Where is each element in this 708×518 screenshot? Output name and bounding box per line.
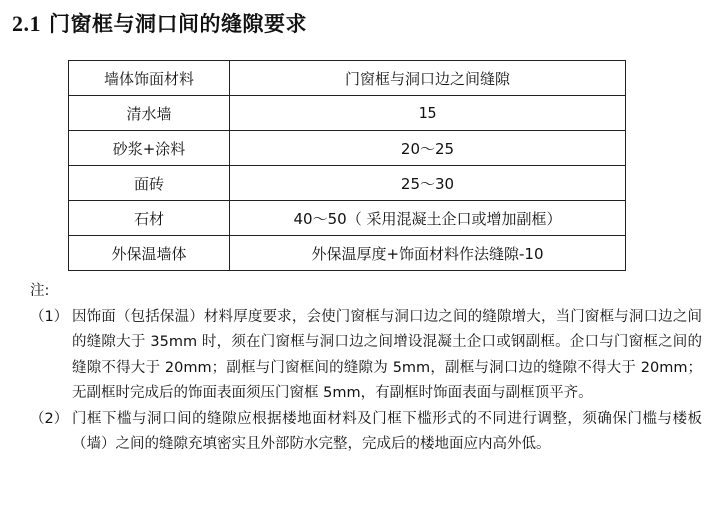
- table-row: [69, 201, 626, 236]
- note-item: [30, 407, 702, 458]
- notes-section: [30, 279, 702, 458]
- note-number: （2）: [30, 410, 69, 427]
- cell-material: 砂浆+涂料: [69, 131, 230, 166]
- cell-gap: 20～25: [230, 131, 626, 166]
- section-title: [12, 8, 307, 38]
- header-frame-opening-gap: 门窗框与洞口边之间缝隙: [230, 61, 626, 96]
- note-item: [30, 305, 702, 407]
- cell-gap: 25～30: [230, 166, 626, 201]
- note-text: 门框下槛与洞口间的缝隙应根据楼地面材料及门框下槛形式的不同进行调整，须确保门槛与楼板（墙）之间的缝隙充填密实且外部防水完整，完成后的楼地面应内高外低。: [72, 410, 702, 452]
- cell-gap: 40～50（ 采用混凝土企口或增加副框）: [230, 201, 626, 236]
- cell-gap: 15: [230, 96, 626, 131]
- section-title-text: 门窗框与洞口间的缝隙要求: [49, 12, 307, 36]
- cell-material: 外保温墙体: [69, 236, 230, 271]
- table-row: [69, 236, 626, 271]
- section-number: 2.1: [12, 11, 41, 36]
- cell-material: 石材: [69, 201, 230, 236]
- table-row: [69, 131, 626, 166]
- cell-material: 面砖: [69, 166, 230, 201]
- notes-label: 注:: [30, 283, 50, 299]
- gap-requirements-table: [68, 60, 626, 271]
- note-number: （1）: [30, 308, 69, 325]
- note-text: 因饰面（包括保温）材料厚度要求，会使门窗框与洞口边之间的缝隙增大，当门窗框与洞口边之间的缝隙大于 35mm 时，须在门窗框与洞口边之间增设混凝土企口或钢副框。企口与门窗框之间的缝隙不得大于 20mm；副框与门窗框间的缝隙为 5mm，副框与洞口边的缝隙不得大于 20mm；无副框时完成后的饰面表面须压门窗框 5mm，有副框时饰面表面与副框顶平齐。: [72, 308, 702, 401]
- table-row: [69, 166, 626, 201]
- table-header-row: [69, 61, 626, 96]
- header-wall-finish-material: 墙体饰面材料: [69, 61, 230, 96]
- table-row: [69, 96, 626, 131]
- cell-gap: 外保温厚度+饰面材料作法缝隙-10: [230, 236, 626, 271]
- cell-material: 清水墙: [69, 96, 230, 131]
